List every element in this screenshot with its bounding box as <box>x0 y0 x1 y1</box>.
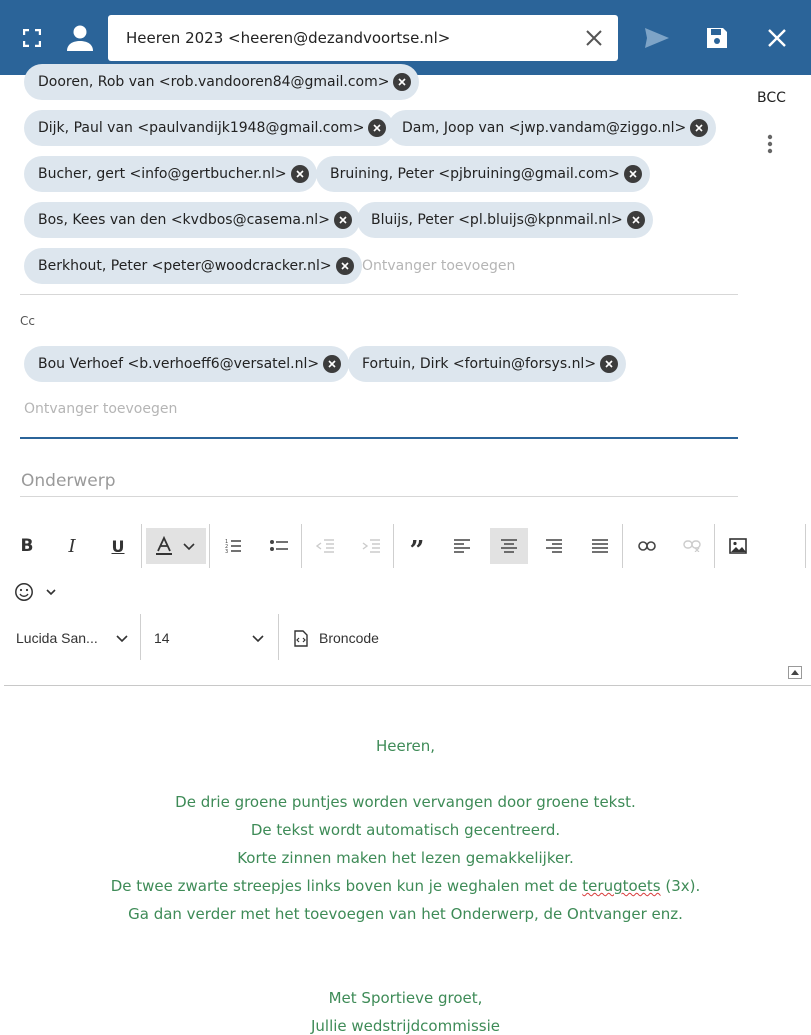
remove-recipient-icon[interactable] <box>291 165 309 183</box>
subject-divider <box>20 496 738 497</box>
body-line: De drie groene puntjes worden vervangen door groene tekst. <box>175 793 636 811</box>
cc-recipient-chip[interactable] <box>348 346 626 382</box>
cc-active-underline <box>20 437 738 439</box>
chevron-down-icon <box>116 635 128 643</box>
chevron-down-icon <box>252 635 264 643</box>
svg-text:2: 2 <box>225 544 229 550</box>
body-line: Ga dan verder met het toevoegen van het Onderwerp, de Ontvanger enz. <box>128 905 683 923</box>
save-icon[interactable] <box>701 20 733 56</box>
source-code-button[interactable] <box>292 627 402 651</box>
svg-text:3: 3 <box>225 549 229 554</box>
clear-from-icon[interactable] <box>580 24 608 52</box>
fullscreen-icon[interactable] <box>16 20 48 56</box>
cc-recipient-chip[interactable] <box>24 346 349 382</box>
collapse-toolbar-icon[interactable] <box>788 666 802 679</box>
font-size-value: 14 <box>154 630 170 646</box>
align-left-icon[interactable] <box>445 529 479 563</box>
recipient-label: Bucher, gert <info@gertbucher.nl> <box>38 166 287 182</box>
recipient-chip[interactable] <box>316 156 650 192</box>
remove-recipient-icon[interactable] <box>600 355 618 373</box>
emoji-icon[interactable] <box>10 575 64 609</box>
signature: Jullie wedstrijdcommissie <box>310 1017 500 1035</box>
cc-recipient-input[interactable]: Ontvanger toevoegen <box>24 401 178 417</box>
recipient-label: Dooren, Rob van <rob.vandooren84@gmail.com> <box>38 74 390 90</box>
from-selector[interactable] <box>108 15 618 61</box>
source-code-icon <box>294 630 308 647</box>
bcc-toggle[interactable]: BCC <box>757 90 786 106</box>
closing: Met Sportieve groet, <box>328 989 483 1007</box>
font-size-select[interactable] <box>154 627 268 651</box>
toolbar-separator <box>209 524 210 568</box>
toolbar-separator <box>805 524 806 568</box>
to-divider <box>20 294 738 295</box>
toolbar-separator <box>141 524 142 568</box>
remove-recipient-icon[interactable] <box>368 119 386 137</box>
blockquote-icon[interactable]: ” <box>409 536 425 566</box>
close-icon[interactable] <box>761 20 793 56</box>
indent-icon <box>354 529 388 563</box>
toolbar-separator <box>278 614 279 660</box>
misspelled-word: terugtoets <box>582 877 661 895</box>
subject-input[interactable]: Onderwerp <box>21 471 116 491</box>
body-text: (3x). <box>660 877 701 895</box>
align-center-icon[interactable] <box>490 528 528 564</box>
numbered-list-icon[interactable] <box>216 529 250 563</box>
bold-button[interactable]: B <box>20 536 34 556</box>
toolbar-separator <box>301 524 302 568</box>
toolbar-separator <box>393 524 394 568</box>
outdent-icon <box>308 529 342 563</box>
recipient-chip[interactable] <box>357 202 653 238</box>
recipient-label: Bos, Kees van den <kvdbos@casema.nl> <box>38 212 330 228</box>
unlink-icon <box>675 529 709 563</box>
to-recipient-input[interactable]: Ontvanger toevoegen <box>362 258 516 274</box>
toolbar-separator <box>140 614 141 660</box>
recipient-label: Bruining, Peter <pjbruining@gmail.com> <box>330 166 620 182</box>
remove-recipient-icon[interactable] <box>393 73 411 91</box>
text-color-button[interactable] <box>146 528 206 564</box>
remove-recipient-icon[interactable] <box>690 119 708 137</box>
source-code-label: Broncode <box>319 630 379 646</box>
underline-button[interactable]: U <box>111 536 125 556</box>
italic-button[interactable]: I <box>68 535 76 557</box>
recipient-chip[interactable] <box>24 110 394 146</box>
more-options-icon[interactable] <box>753 127 787 161</box>
remove-recipient-icon[interactable] <box>336 257 354 275</box>
cc-label: Cc <box>20 314 35 328</box>
contacts-icon[interactable] <box>64 20 96 56</box>
greeting: Heeren, <box>375 737 436 755</box>
remove-recipient-icon[interactable] <box>334 211 352 229</box>
recipient-label: Berkhout, Peter <peter@woodcracker.nl> <box>38 258 332 274</box>
recipient-label: Dijk, Paul van <paulvandijk1948@gmail.com> <box>38 120 365 136</box>
recipient-label: Bluijs, Peter <pl.bluijs@kpnmail.nl> <box>371 212 623 228</box>
recipient-label: Fortuin, Dirk <fortuin@forsys.nl> <box>362 356 597 372</box>
body-line <box>0 877 811 895</box>
toolbar-separator <box>714 524 715 568</box>
recipient-chip[interactable] <box>24 248 362 284</box>
recipient-chip[interactable] <box>388 110 716 146</box>
send-icon[interactable] <box>641 20 673 56</box>
bullet-list-icon[interactable] <box>262 529 296 563</box>
insert-image-icon[interactable] <box>721 529 755 563</box>
remove-recipient-icon[interactable] <box>627 211 645 229</box>
toolbar-separator <box>622 524 623 568</box>
recipient-chip[interactable] <box>24 64 419 100</box>
svg-text:1: 1 <box>225 539 229 545</box>
body-line: De tekst wordt automatisch gecentreerd. <box>250 821 561 839</box>
from-address: Heeren 2023 <heeren@dezandvoortse.nl> <box>126 29 451 47</box>
remove-recipient-icon[interactable] <box>624 165 642 183</box>
recipient-chip[interactable] <box>24 156 317 192</box>
message-body[interactable] <box>0 686 811 1035</box>
align-justify-icon[interactable] <box>583 529 617 563</box>
body-line: Korte zinnen maken het lezen gemakkelijker. <box>237 849 574 867</box>
recipient-label: Dam, Joop van <jwp.vandam@ziggo.nl> <box>402 120 687 136</box>
font-family-select[interactable] <box>16 627 132 651</box>
link-icon[interactable] <box>630 529 664 563</box>
remove-recipient-icon[interactable] <box>323 355 341 373</box>
recipient-label: Bou Verhoef <b.verhoeff6@versatel.nl> <box>38 356 320 372</box>
body-text: De twee zwarte streepjes links boven kun je weghalen met de <box>110 877 583 895</box>
recipient-chip[interactable] <box>24 202 360 238</box>
align-right-icon[interactable] <box>537 529 571 563</box>
font-family-value: Lucida San... <box>16 630 98 646</box>
